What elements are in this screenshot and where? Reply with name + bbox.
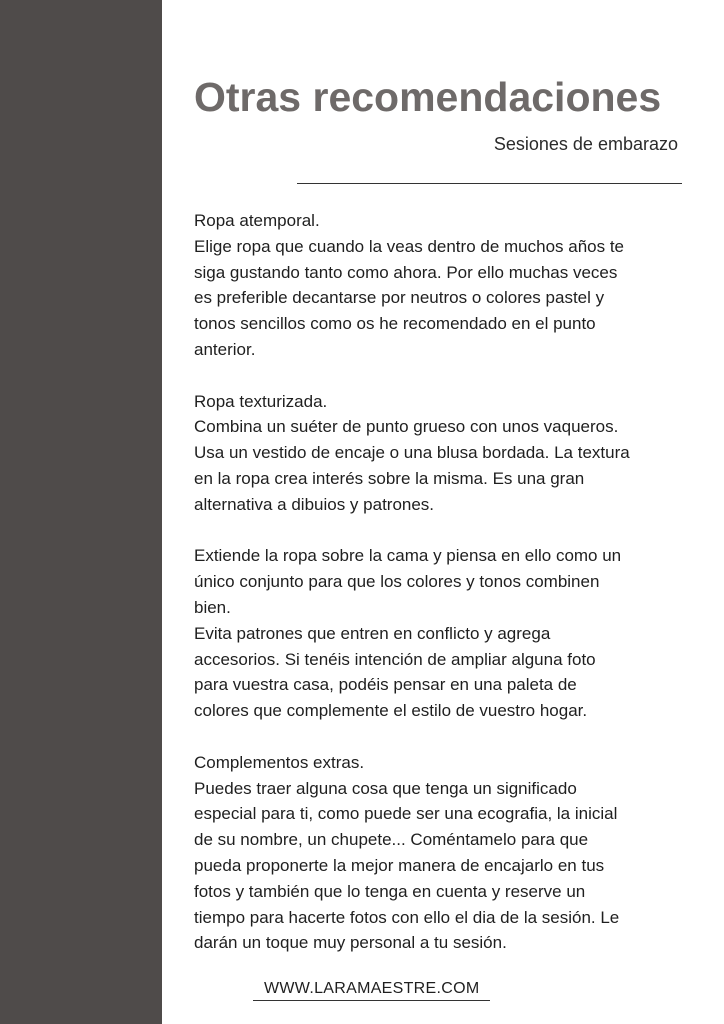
text-line: bien. [194,597,231,617]
text-line: especial para ti, como puede ser una ecografia, la inicial [194,804,618,824]
paragraph-spacer [194,363,694,389]
text-line: fotos y también que lo tenga en cuenta y reserve un [194,881,586,901]
body-text [194,208,694,956]
website-underline [253,1000,490,1001]
paragraph-heading: Ropa atemporal. [194,211,320,230]
title-divider [297,183,682,184]
text-line: es preferible decantarse por neutros o colores pastel y [194,288,605,308]
website-link[interactable]: WWW.LARAMAESTRE.COM [264,980,480,997]
paragraph-spacer [194,518,694,544]
side-band [0,0,162,1024]
text-line: Usa un vestido de encaje o una blusa bordada. La textura [194,443,630,463]
text-line: tonos sencillos como os he recomendado en el punto [194,314,596,334]
text-line: de su nombre, un chupete... Coméntamelo para que [194,830,589,850]
paragraph-ropa-atemporal [194,208,694,363]
page-subtitle: Sesiones de embarazo [493,134,678,154]
text-line: tiempo para hacerte fotos con ello el dia de la sesión. Le [194,907,620,927]
text-line: pueda proponerte la mejor manera de encajarlo en tus [194,855,605,875]
paragraph-ropa-texturizada [194,389,694,518]
text-line: alternativa a dibuios y patrones. [194,494,435,514]
paragraph-heading: Complementos extras. [194,752,365,772]
paragraph-spacer [194,724,694,750]
text-line: único conjunto para que los colores y tonos combinen [194,572,600,592]
text-line: Extiende la ropa sobre la cama y piensa en ello como un [194,546,622,566]
text-line: para vuestra casa, podéis pensar en una paleta de [194,675,577,695]
text-line: darán un toque muy personal a tu sesión. [194,933,507,953]
paragraph-complementos-extras [194,750,694,956]
text-line: accesorios. Si tenéis intención de ampliar alguna foto [194,649,596,669]
text-line: Evita patrones que entren en conflicto y agrega [194,623,551,643]
text-line: colores que complemente el estilo de vuestro hogar. [194,701,588,721]
text-line: Elige ropa que cuando la veas dentro de muchos años te [194,236,625,256]
text-line: en la ropa crea interés sobre la misma. Es una gran [194,468,585,488]
paragraph-heading: Ropa texturizada. [194,391,328,411]
paragraph-extiende-la-ropa [194,543,694,724]
text-line: siga gustando tanto como ahora. Por ello muchas veces [194,262,618,282]
text-line: Combina un suéter de punto grueso con unos vaqueros. [194,417,619,437]
text-line: Puedes traer alguna cosa que tenga un significado [194,778,577,798]
page-title: Otras recomendaciones [194,74,662,120]
text-line: anterior. [194,339,256,359]
